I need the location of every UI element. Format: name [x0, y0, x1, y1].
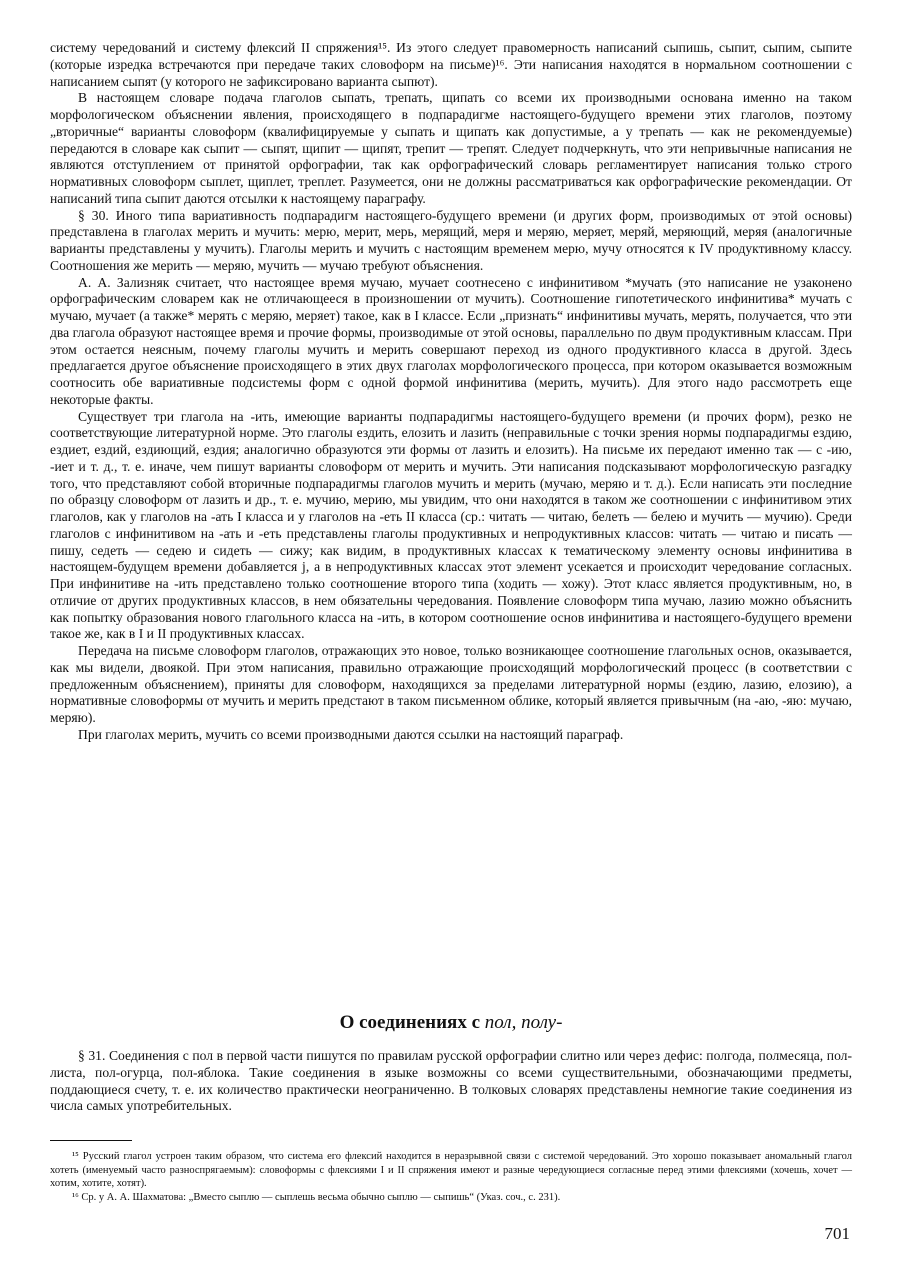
- main-text: [50, 40, 852, 744]
- footnote-16: ¹⁶ Ср. у А. А. Шахматова: „Вместо сыплю — сыплешь весьма обычно сыплю — сыпишь“ (Указ. соч., с. 231).: [72, 1191, 561, 1203]
- section-31: [50, 1048, 852, 1115]
- paragraph-section-31: § 31. Соединения с пол в первой части пишутся по правилам русской орфографии слитно или через дефис: полгода, полмесяца, пол-листа, пол-огурца, пол-яблока. Такие соединения в языке возможны со всеми существительными, обозначающими предметы, поддающиеся счету, т. е. их количество практически неограниченно. В толковых словарях представлены немногие такие соединения из числа самых употребительных.: [50, 1048, 852, 1114]
- paragraph-three-verbs: Существует три глагола на -ить, имеющие варианты подпарадигмы настоящего-будущего времени (и прочих форм), резко не соответствующие литературной норме. Это глаголы ездить, елозить и лазить (неправильные с точки зрения нормы подпарадигмы ездию, ездиет, ездий, ездиющий, ездия; аналогично образуются эти формы от лазить и елозить). На письме их передают именно так — с -ию, -иет и т. д., т. е. иначе, чем пишут варианты словоформ от мерить и мучить. Эти написания подсказывают морфологическую разгадку того, что представляют собой вторичные подпарадигмы глаголов мучить и мерить (мучаю, меряю и т. д.). Если написать эти последние по образцу словоформ от лазить и др., т. е. мучию, мерию, мы увидим, что они находятся в таком же соотношении с инфинитивом этих глаголов, как у глаголов на -ать I класса и у глаголов на -еть II класса (ср.: читать — читаю, белеть — белею и мучить — мучию). Среди глаголов с инфинитивом на -ать и -еть представлены глаголы продуктивных и непродуктивных классов: читать — читаю и писать — пишу, седеть — седею и сидеть — сижу; как видим, в продуктивных классах к тематическому элементу основы инфинитива в настоящем-будущем времени добавляется j, а в непродуктивных классах этот элемент усекается и происходит чередование согласных. При инфинитиве на -ить представлено только соотношение второго типа (ходить — хожу). Этот класс является продуктивным, но, в отличие от других продуктивных классов, в нем обязательны чередования. Появление словоформ типа мучаю, лазию можно объяснить как попытку образования нового глагольного класса на -ить, в котором соотношение основ инфинитива и настоящего-будущего времени такое же, как в I и II продуктивных классах.: [50, 408, 852, 642]
- paragraph-2: В настоящем словаре подача глаголов сыпать, трепать, щипать со всеми их производными основана именно на таком морфологическом объяснении явления, происходящего в подпарадигме настоящего-будущего времени этих глаголов, поэтому „вторичные“ варианты словоформ (квалифицируемые у сыпать и щипать как допустимые, а у трепать — как не рекомендуемые) передаются в словаре как сыпит — сыпят, щипит — щипят, трепит — трепят. Следует подчеркнуть, что эти непривычные написания не являются отступлением от принятой орфографии, так как орфографический словарь регламентирует написания только строго нормативных словоформ сыплет, щиплет, треплет. Разумеется, они не должны рассматриваться как орфографические рекомендации. От написаний типа сыпит даются отсылки к настоящему параграфу.: [50, 90, 852, 206]
- heading-italic-part: пол, полу-: [484, 1012, 563, 1033]
- paragraph-transmission: Передача на письме словоформ глаголов, отражающих это новое, только возникающее соотношение глагольных основ, оказывается, как мы видели, двоякой. При этом написания, правильно отражающие происходящий морфологический процесс (в соответствии с предложенным объяснением), приняты для словоформ, находящихся за пределами литературной нормы (ездию, лазию, елозию), а нормативные словоформы от мучить и мерить предстают в таком письменном облике, который является привычным (на -аю, -яю: мучаю, меряю).: [50, 643, 852, 725]
- paragraph-section-30: § 30. Иного типа вариативность подпарадигм настоящего-будущего времени (и других форм, производимых от этой основы) представлена в глаголах мерить и мучить: мерю, мерит, мерь, мерящий, меря и меряю, меряет, меряй, меряющий, меряя (аналогичные варианты представлены у мучить). Глаголы мерить и мучить с настоящим временем мерю, мучу относятся к IV продуктивному классу. Соотношения же мерить — меряю, мучить — мучаю требуют объяснения.: [50, 207, 852, 273]
- footnote-divider: [50, 1140, 132, 1141]
- paragraph-1: системy чередований и систему флексий II спряжения¹⁵. Из этого следует правомерность написаний сыпишь, сыпит, сыпим, сыпите (которые изредка встречаются при передаче таких словоформ на письме)¹⁶. Эти написания находятся в нормальном соотношении с написанием сыпят (у которого не зафиксировано варианта сыпют).: [50, 40, 852, 89]
- footnote-15: ¹⁵ Русский глагол устроен таким образом, что система его флексий находится в неразрывной связи с системой чередований. Это хорошо показывает аномальный глагол хотеть (именуемый часто разноспрягаемым): словоформы с флексиями I и II спряжения имеют и разные чередующиеся согласные перед этими флексиями (хочешь, хочет — хотим, хотите, хотят).: [50, 1151, 852, 1189]
- paragraph-references: При глаголах мерить, мучить со всеми производными даются ссылки на настоящий параграф.: [78, 726, 624, 742]
- paragraph-zaliznyak: А. А. Зализняк считает, что настоящее время мучаю, мучает соотнесено с инфинитивом *мучать (это написание не узаконено орфографическим словарем как не отличающееся в произношении от мучить). Соотношение гипотетического инфинитива* мучать с мучаю, мучает (а также* мерять с меряю, меряет) такое, как в I классе. Если „признать“ инфинитивы мучать, мерять, получается, что эти два глагола образуют настоящее время и прочие формы, производимые от этой основы, параллельно по двум продуктивным классам. При этом остается неясным, почему глаголы мучить и мерить совершают переход из одного продуктивного класса в другой. Здесь предлагается другое объяснение происходящего в этих двух глаголах морфологического процесса, при котором оказывается возможным соотносить обе вариативные подсистемы форм с одной формой инфинитива (мерить, мучить). Для этого надо рассмотреть еще некоторые факты.: [50, 274, 853, 407]
- footnotes: [50, 1150, 852, 1204]
- section-heading: [0, 1012, 902, 1034]
- page-number: 701: [824, 1224, 850, 1243]
- heading-bold-part: О соединениях с: [339, 1012, 481, 1033]
